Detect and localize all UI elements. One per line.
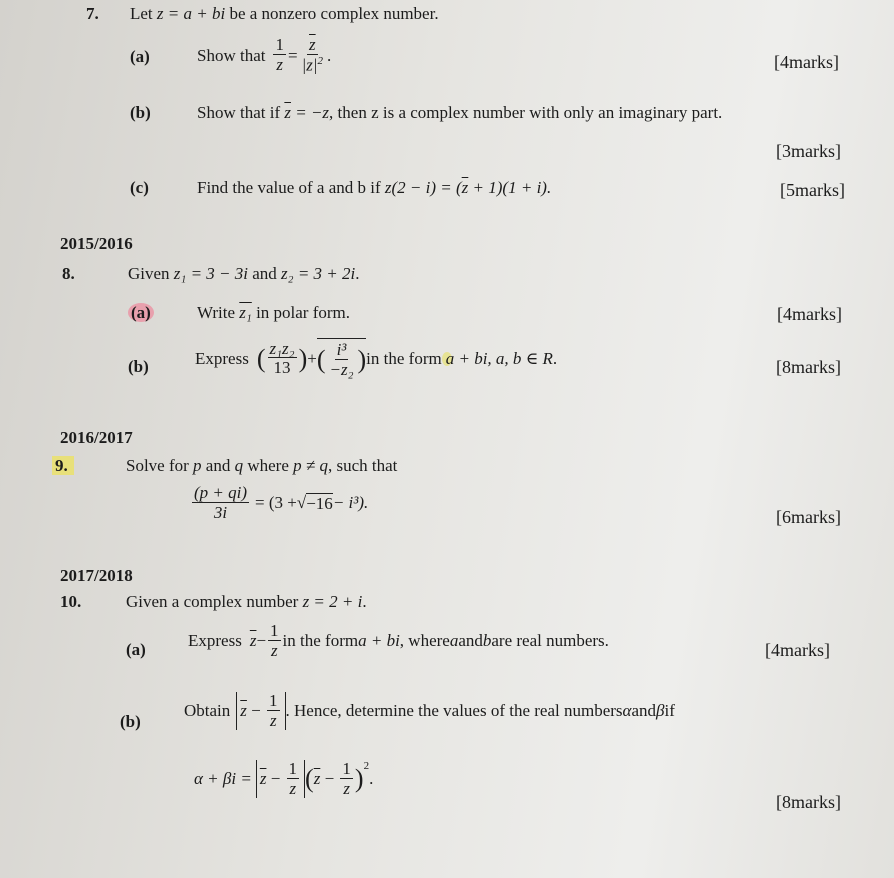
q10b-label: (b) <box>120 712 141 731</box>
q8b-in-form: in the form <box>366 348 442 368</box>
q10b-exp: 2 <box>363 760 370 772</box>
q8a-label-text: (a) <box>128 303 154 322</box>
q7a-show-that: Show that <box>197 45 266 65</box>
q10b-hence: . Hence, determine the values of the real numbers <box>285 701 623 721</box>
q10b-marks: [8marks] <box>776 792 841 812</box>
q7a-fraction-rhs <box>300 36 325 75</box>
q8b-f1-den: 13 <box>273 358 291 378</box>
q7b-text <box>197 103 722 123</box>
q10-math: z = 2 + i <box>302 592 363 611</box>
q8a-label <box>128 303 154 323</box>
q8b-form: a + bi, a, b ∈ R <box>445 348 553 368</box>
q8b-fraction-2 <box>328 341 356 379</box>
q10b-if: if <box>664 701 675 721</box>
q10a-label: (a) <box>126 640 146 659</box>
q10a-marks: [4marks] <box>765 640 830 660</box>
q7a-marks: [4marks] <box>774 52 839 72</box>
q10b-and: and <box>631 701 657 721</box>
q7a-eq: = <box>287 45 298 65</box>
q8b-f1-num: z₁z₂ <box>269 338 295 358</box>
q8-and: and <box>248 264 282 283</box>
q8b-label: (b) <box>128 357 149 376</box>
q8a-post: in polar form. <box>251 303 351 322</box>
q10-stem <box>126 592 367 612</box>
q10b-modulus: $\overline{z}$ − $\frac{1}{z}$ <box>236 692 285 730</box>
q7b-eq: = −z <box>290 103 330 122</box>
q10b-eq-modulus: $\overline{z}$ − $\frac{1}{z}$ <box>256 760 305 798</box>
q8a-pre: Write <box>197 303 240 322</box>
year-heading-2017: 2017/2018 <box>60 566 133 585</box>
q10b-lhs: α + βi = <box>194 769 252 789</box>
q10a-a: a <box>449 631 459 651</box>
q7b-post: , then z is a complex number with only an imaginary part. <box>329 103 723 122</box>
q8b-f2-num: i³ <box>336 340 347 359</box>
q10-end: . <box>362 592 367 611</box>
q10a-text <box>188 622 609 660</box>
q7c-text <box>197 178 551 198</box>
q7a-fraction-lhs <box>273 36 286 74</box>
q7a-text <box>197 36 331 75</box>
q10b-equation: α + βi = $\overline{z}$ − $\frac{1}{z}$ ( $\overline{z}$ − $\frac{1}{z}$ ) $^2$ . <box>194 759 374 798</box>
year-heading-2016: 2016/2017 <box>60 428 133 447</box>
q7-stem-pre: Let <box>130 4 157 23</box>
q7b-marks: [3marks] <box>776 141 841 161</box>
q7b-pre: Show that if <box>197 103 285 122</box>
q9-rhs-post: − i³). <box>332 493 369 513</box>
q7c-marks: [5marks] <box>780 180 845 200</box>
q7a-end: . <box>327 45 332 65</box>
q7-stem <box>130 4 439 24</box>
q7c-math-2: + 1)(1 + i). <box>468 178 552 197</box>
q8b-fraction-1 <box>268 340 297 378</box>
q8-end: . <box>355 264 360 283</box>
q9-sqrt: −16 <box>306 493 333 513</box>
q8a-text <box>197 303 350 323</box>
q7c-label: (c) <box>130 178 149 197</box>
q7a-rhs-num: $\overline{z}$ <box>309 35 316 54</box>
q8a-z1bar: z₁ <box>239 303 252 322</box>
q10a-minus: − <box>256 631 267 651</box>
q8b-express: Express <box>195 348 249 368</box>
q7a-rhs-den: |z| <box>301 55 318 75</box>
q9-equation: $\frac{(p + qi)}{3i}$ = (3 + √ −16 − i³). <box>194 483 369 522</box>
q8b-f2-den: −z₂ <box>329 359 354 379</box>
q10b-beta: β <box>656 701 665 721</box>
q10a-end: are real numbers. <box>491 631 609 651</box>
q7b-zbar: $\overline{z}$ <box>284 103 291 122</box>
q7-stem-post: be a nonzero complex number. <box>225 4 439 23</box>
q8b-plus: + <box>307 348 317 368</box>
q7b-label: (b) <box>130 103 151 122</box>
q8-number: 8. <box>62 264 75 283</box>
q7-stem-math: z = a + bi <box>156 4 226 23</box>
q7a-lhs-num: 1 <box>275 35 284 55</box>
q8-stem <box>128 264 360 284</box>
year-heading-2015: 2015/2016 <box>60 234 133 253</box>
q9-frac-num: (p + qi) <box>194 483 248 502</box>
q8-given: Given <box>128 264 174 283</box>
q10a-in-form: in the form <box>282 631 359 651</box>
q9-number <box>52 456 74 476</box>
q9-rhs-pre: = (3 + <box>255 493 297 513</box>
q7c-math-1: z(2 − i) = ( <box>384 178 462 197</box>
q9-pre: Solve for <box>126 456 194 475</box>
q10a-express: Express <box>188 631 242 651</box>
q8b-marks: [8marks] <box>776 357 841 377</box>
q8a-marks: [4marks] <box>777 304 842 324</box>
q10a-zbar: $\overline{z}$ <box>249 631 257 651</box>
q7c-zbar: $\overline{z}$ <box>461 178 469 197</box>
q9-neq: p ≠ q <box>293 456 328 475</box>
q10b-alpha: α <box>622 701 632 721</box>
q10a-b: b <box>482 631 492 651</box>
q8-z2: z₂ = 3 + 2i <box>281 264 356 283</box>
q10b-obtain: Obtain <box>184 701 231 721</box>
q10a-where: , where <box>399 631 450 651</box>
q10b-text <box>184 692 675 730</box>
q9-post: , such that <box>327 456 398 475</box>
q10b-end: . <box>369 769 374 789</box>
q10-pre: Given a complex number <box>126 592 303 611</box>
q7c-pre: Find the value of a and b if <box>197 178 385 197</box>
q10a-form: a + bi <box>358 631 400 651</box>
q9-q: q <box>234 456 244 475</box>
q7-number: 7. <box>86 4 99 23</box>
q10-number: 10. <box>60 592 82 611</box>
q10a-and: and <box>458 631 483 651</box>
q8-z1: z₁ = 3 − 3i <box>173 264 248 283</box>
q9-marks: [6marks] <box>776 507 841 527</box>
q10a-fraction <box>268 622 281 660</box>
q8b-end: . <box>552 348 558 368</box>
q9-fraction <box>192 484 249 522</box>
q9-stem <box>126 456 397 476</box>
q10a-frac-den: z <box>270 640 278 660</box>
q10a-frac-num: 1 <box>270 621 279 640</box>
q9-frac-den: 3i <box>213 502 228 522</box>
q9-number-text: 9. <box>52 456 74 475</box>
q7a-label: (a) <box>130 47 150 66</box>
q7a-rhs-exp: 2 <box>317 54 324 67</box>
q9-p: p <box>193 456 202 475</box>
q9-where: where <box>243 456 294 475</box>
q8b-text: Express ( $\frac{\text{z₁z₂}}{13}$ ) + ( $\frac{\text{i³}}{\text{−z₂}}$ ) in the form a + bi, a, b ∈ R . <box>195 338 558 379</box>
q7a-lhs-den: z <box>276 55 284 75</box>
q9-and: and <box>201 456 235 475</box>
